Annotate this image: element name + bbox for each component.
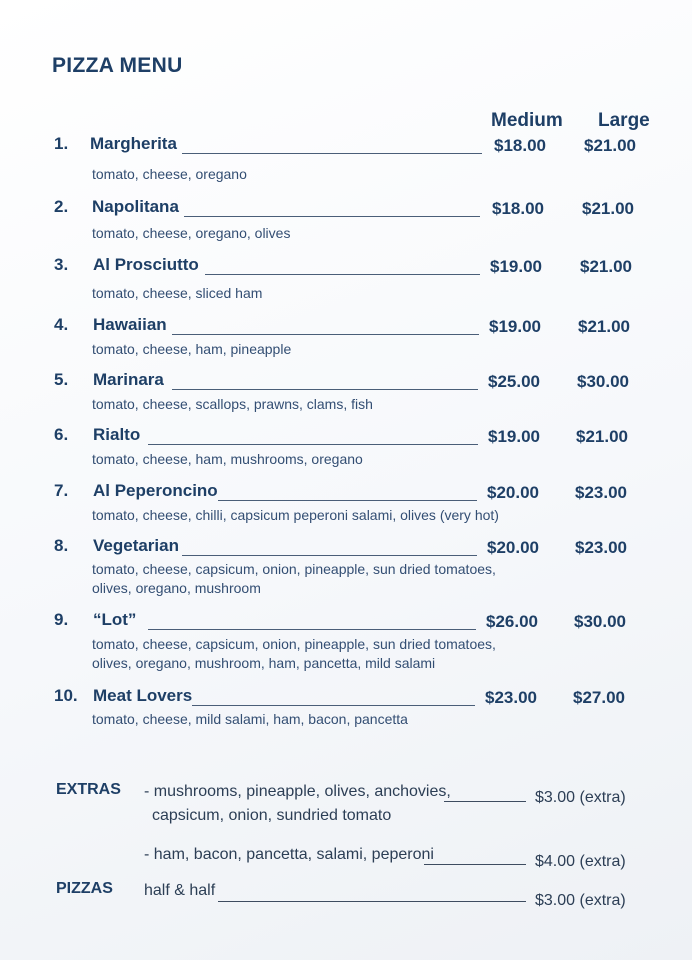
item-number: 1. (54, 134, 69, 153)
leader-line (182, 555, 477, 556)
item-number: 7. (54, 481, 69, 500)
item-name: Rialto (93, 425, 141, 444)
item-name: Vegetarian (93, 536, 179, 555)
item-description: tomato, cheese, scallops, prawns, clams, fish (92, 396, 373, 412)
item-description: tomato, cheese, sliced ham (92, 285, 263, 301)
item-description: olives, oregano, mushroom, ham, pancetta, mild salami (92, 655, 436, 671)
column-header-large: Large (598, 110, 650, 131)
price-medium: $19.00 (488, 427, 540, 446)
leader-line (172, 389, 478, 390)
leader-line (192, 705, 475, 706)
leader-line (148, 444, 478, 445)
price-medium: $18.00 (494, 136, 546, 155)
page-title: PIZZA MENU (52, 54, 183, 77)
item-number: 6. (54, 425, 69, 444)
item-name: Margherita (90, 134, 177, 153)
item-number: 2. (54, 197, 69, 216)
extras-price-1: $3.00 (extra) (535, 789, 626, 806)
price-large: $30.00 (574, 612, 626, 631)
price-medium: $23.00 (485, 688, 537, 707)
item-number: 3. (54, 255, 69, 274)
item-name: Meat Lovers (93, 686, 193, 705)
item-name: Hawaiian (93, 315, 167, 334)
item-description: tomato, cheese, oregano, olives (92, 225, 291, 241)
leader-line (184, 216, 480, 217)
leader-line (148, 629, 476, 630)
item-name: Al Peperoncino (93, 481, 218, 500)
item-description: olives, oregano, mushroom (92, 580, 261, 596)
item-description: tomato, cheese, capsicum, onion, pineapple, sun dried tomatoes, (92, 561, 496, 577)
extras-line-1: - mushrooms, pineapple, olives, anchovies, (144, 783, 451, 800)
price-large: $23.00 (575, 538, 627, 557)
item-name: Al Prosciutto (93, 255, 199, 274)
price-large: $21.00 (580, 257, 632, 276)
price-medium: $26.00 (486, 612, 538, 631)
item-description: tomato, cheese, ham, mushrooms, oregano (92, 451, 363, 467)
extras-line-2: capsicum, onion, sundried tomato (152, 807, 392, 824)
pizzas-rule (218, 901, 526, 902)
leader-line (218, 500, 477, 501)
extras-rule-2 (424, 864, 526, 865)
pizzas-price: $3.00 (extra) (535, 892, 626, 909)
item-name: Marinara (93, 370, 164, 389)
item-number: 10. (54, 686, 78, 705)
extras-label: EXTRAS (56, 781, 121, 798)
price-large: $21.00 (578, 317, 630, 336)
item-name: “Lot” (93, 610, 137, 629)
column-header-medium: Medium (491, 110, 563, 131)
price-medium: $20.00 (487, 538, 539, 557)
price-large: $30.00 (577, 372, 629, 391)
price-large: $27.00 (573, 688, 625, 707)
price-medium: $19.00 (490, 257, 542, 276)
item-number: 4. (54, 315, 69, 334)
price-large: $21.00 (584, 136, 636, 155)
price-large: $21.00 (576, 427, 628, 446)
item-number: 8. (54, 536, 69, 555)
item-number: 5. (54, 370, 69, 389)
extras-line-3: - ham, bacon, pancetta, salami, peperoni (144, 846, 434, 863)
leader-line (205, 274, 480, 275)
item-name: Napolitana (92, 197, 179, 216)
price-large: $21.00 (582, 199, 634, 218)
pizzas-label: PIZZAS (56, 880, 113, 897)
price-large: $23.00 (575, 483, 627, 502)
price-medium: $18.00 (492, 199, 544, 218)
half-and-half-text: half & half (144, 882, 216, 899)
leader-line (172, 334, 479, 335)
leader-line (182, 153, 482, 154)
item-description: tomato, cheese, capsicum, onion, pineapple, sun dried tomatoes, (92, 636, 496, 652)
extras-price-2: $4.00 (extra) (535, 853, 626, 870)
item-description: tomato, cheese, ham, pineapple (92, 341, 292, 357)
item-description: tomato, cheese, chilli, capsicum peperoni salami, olives (very hot) (92, 507, 499, 523)
price-medium: $20.00 (487, 483, 539, 502)
price-medium: $25.00 (488, 372, 540, 391)
item-number: 9. (54, 610, 69, 629)
extras-rule-1 (444, 801, 526, 802)
item-description: tomato, cheese, mild salami, ham, bacon, pancetta (92, 711, 408, 727)
price-medium: $19.00 (489, 317, 541, 336)
item-description: tomato, cheese, oregano (92, 166, 247, 182)
